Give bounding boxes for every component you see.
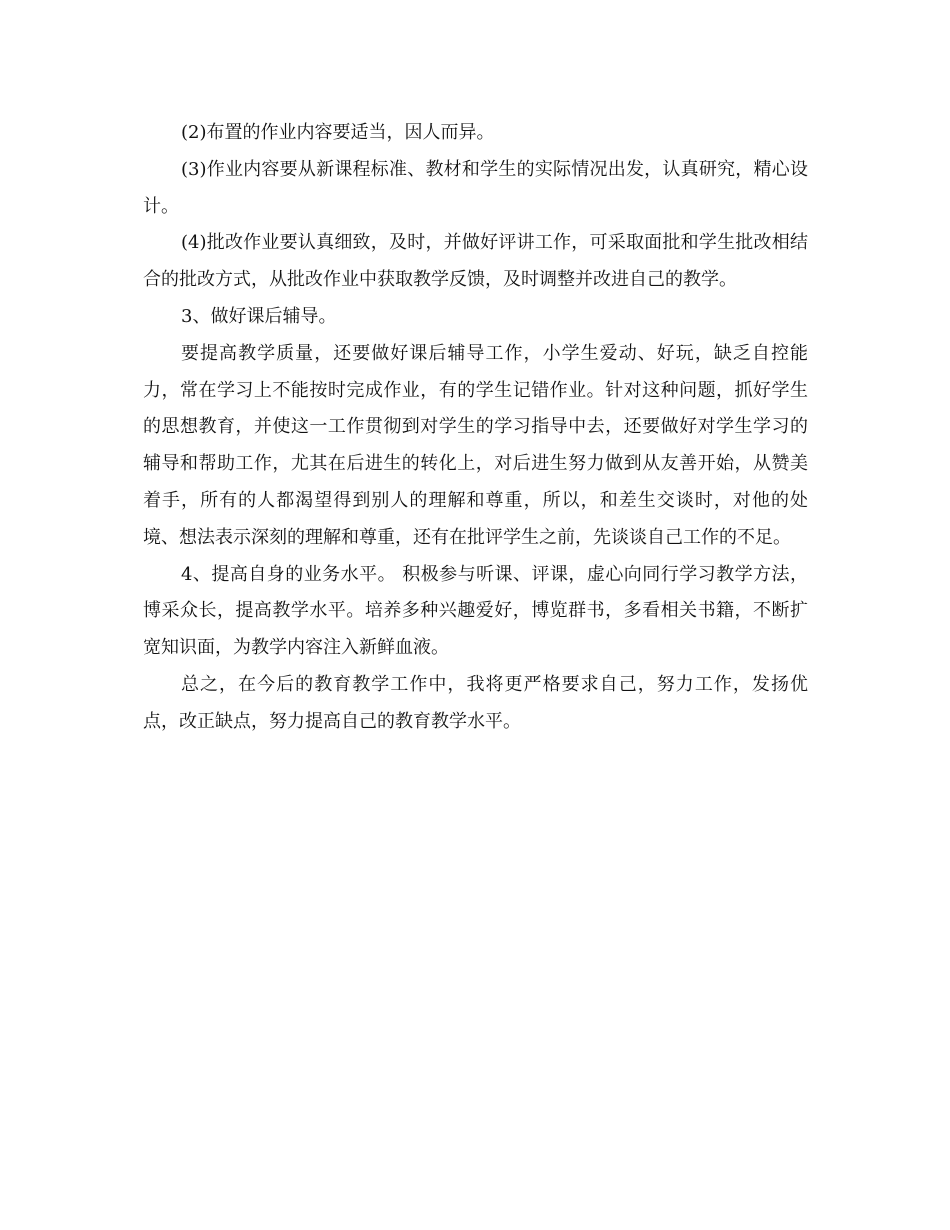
paragraph-homework-appropriate: (2)布置的作业内容要适当，因人而异。 xyxy=(181,122,495,143)
section-heading-tutoring: 3、做好课后辅导。 xyxy=(181,305,337,327)
paragraph-professional-development: 4、提高自身的业务水平。 积极参与听课、评课，虚心向同行学习教学方法，博采众长，提高教学水平。培养多种兴趣爱好，博览群书，多看相关书籍，不断扩宽知识面，为教学内容注入新鲜血液。 xyxy=(143,563,808,659)
paragraph-homework-grading: (4)批改作业要认真细致，及时，并做好评讲工作，可采取面批和学生批改相结合的批改方式，从批改作业中获取教学反馈，及时调整并改进自己的教学。 xyxy=(143,232,808,291)
paragraph-conclusion: 总之，在今后的教育教学工作中，我将更严格要求自己，努力工作，发扬优点，改正缺点，努力提高自己的教育教学水平。 xyxy=(143,673,808,732)
paragraph-homework-design: (3)作业内容要从新课程标准、教材和学生的实际情况出发，认真研究，精心设计。 xyxy=(143,158,808,217)
paragraph-tutoring: 要提高教学质量，还要做好课后辅导工作，小学生爱动、好玩，缺乏自控能力，常在学习上不能按时完成作业，有的学生记错作业。针对这种问题，抓好学生的思想教育，并使这一工作贯彻到对学生的学习指导中去，还要做好对学生学习的辅导和帮助工作，尤其在后进生的转化上，对后进生努力做到从友善开始，从赞美着手，所有的人都渴望得到别人的理解和尊重，所以，和差生交谈时，对他的处境、想法表示深刻的理解和尊重，还有在批评学生之前，先谈谈自己工作的不足。 xyxy=(143,342,808,548)
document-body xyxy=(143,115,808,741)
